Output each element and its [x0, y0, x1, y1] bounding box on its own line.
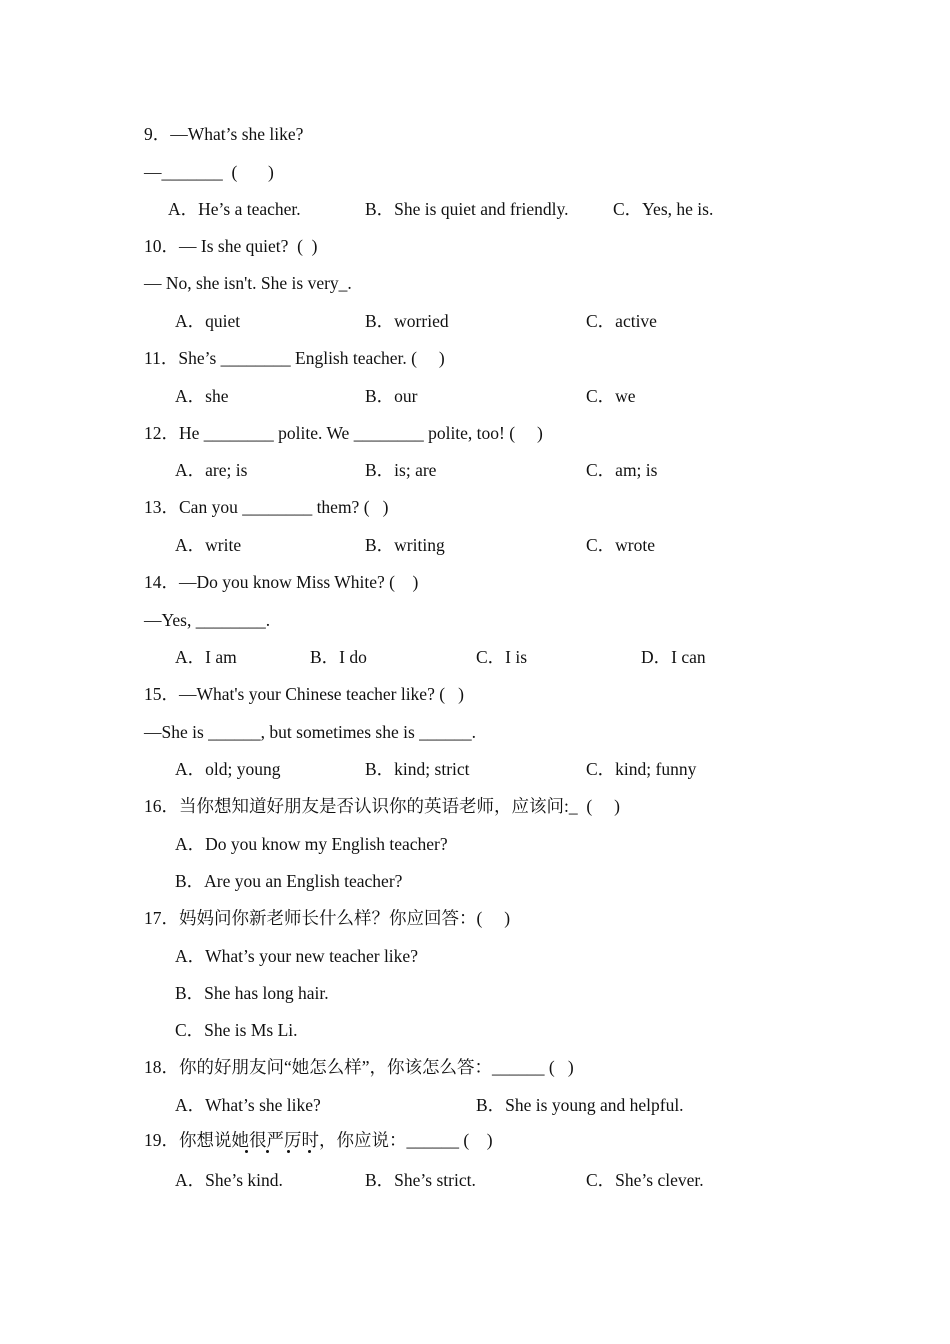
question-15-answer-line: —She is ______, but sometimes she is ______.: [144, 722, 477, 742]
question-14-answer-line: —Yes, ________.: [144, 610, 271, 630]
question-12-option-c: C．am; is: [586, 460, 658, 480]
question-11-option-c: C．we: [586, 386, 636, 406]
question-17-option-b: B．She has long hair.: [175, 983, 329, 1003]
question-18-option-a: A．What’s she like?: [175, 1095, 321, 1115]
emphasis-dots: [242, 1150, 322, 1158]
question-14-option-d: D．I can: [641, 647, 706, 667]
question-16-option-b: B．Are you an English teacher?: [175, 871, 403, 891]
question-12-stem: 12．He ________ polite. We ________ polite, too! ( ): [144, 423, 543, 443]
question-19-option-a: A．She’s kind.: [175, 1170, 283, 1190]
question-15-option-c: C．kind; funny: [586, 759, 697, 779]
question-18-option-b: B．She is young and helpful.: [476, 1095, 684, 1115]
question-12-option-b: B．is; are: [365, 460, 437, 480]
question-19-option-c: C．She’s clever.: [586, 1170, 704, 1190]
question-13-option-c: C．wrote: [586, 535, 656, 555]
question-11-option-b: B．our: [365, 386, 418, 406]
question-11-option-a: A．she: [175, 386, 229, 406]
question-10-option-b: B．worried: [365, 311, 449, 331]
question-14-option-c: C．I is: [476, 647, 528, 667]
question-12-option-a: A．are; is: [175, 460, 248, 480]
question-14-stem: 14．—Do you know Miss White? ( ): [144, 572, 419, 592]
question-13-stem: 13．Can you ________ them? ( ): [144, 497, 389, 517]
question-9-option-b: B．She is quiet and friendly.: [365, 199, 569, 219]
question-10-answer-line: — No, she isn't. She is very_.: [144, 273, 352, 293]
question-13-option-b: B．writing: [365, 535, 445, 555]
question-16-stem: 16．当你想知道好朋友是否认识你的英语老师，应该问:_ ( ): [144, 796, 620, 816]
question-15-option-b: B．kind; strict: [365, 759, 470, 779]
question-13-option-a: A．write: [175, 535, 242, 555]
question-9-stem: 9．—What’s she like?: [144, 124, 304, 144]
question-15-stem: 15．—What's your Chinese teacher like? ( ): [144, 684, 464, 704]
question-10-option-c: C．active: [586, 311, 657, 331]
question-10-option-a: A．quiet: [175, 311, 241, 331]
question-9-option-a: A．He’s a teacher.: [168, 199, 301, 219]
question-11-stem: 11．She’s ________ English teacher. ( ): [144, 348, 445, 368]
question-18-stem: 18．你的好朋友问“她怎么样”，你该怎么答：______ ( ): [144, 1057, 574, 1077]
question-17-option-a: A．What’s your new teacher like?: [175, 946, 418, 966]
question-17-stem: 17．妈妈问你新老师长什么样？你应回答：( ): [144, 908, 511, 928]
question-17-option-c: C．She is Ms Li.: [175, 1020, 298, 1040]
question-14-option-b: B．I do: [310, 647, 367, 667]
question-19-stem: 19．你想说她很严厉时，你应说：______ ( ): [144, 1130, 493, 1150]
question-9-option-c: C．Yes, he is.: [613, 199, 714, 219]
question-19-option-b: B．She’s strict.: [365, 1170, 476, 1190]
question-16-option-a: A．Do you know my English teacher?: [175, 834, 448, 854]
question-10-stem: 10．— Is she quiet? ( ): [144, 236, 318, 256]
question-15-option-a: A．old; young: [175, 759, 281, 779]
question-9-answer-line: —_______ ( ): [144, 162, 274, 182]
question-14-option-a: A．I am: [175, 647, 237, 667]
